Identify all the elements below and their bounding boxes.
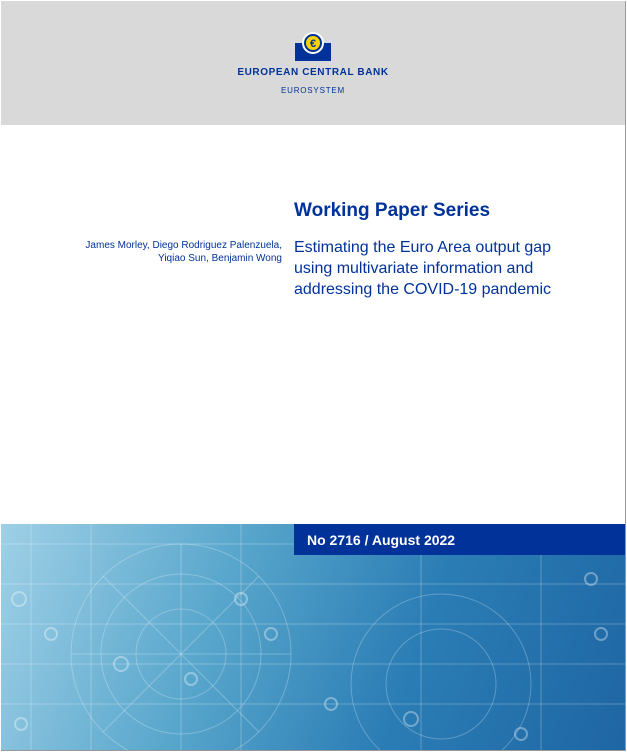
authors-line: James Morley, Diego Rodriguez Palenzuela,	[85, 240, 282, 251]
paper-title	[294, 237, 594, 300]
authors	[41, 239, 282, 265]
banknote-pattern-decoration	[1, 524, 625, 750]
ecb-logo-icon	[295, 29, 331, 61]
cover-header	[1, 1, 625, 125]
paper-title-line: addressing the COVID-19 pandemic	[294, 281, 552, 298]
bank-name: EUROPEAN CENTRAL BANK	[237, 67, 389, 78]
cover-artwork	[1, 524, 625, 750]
authors-line: Yiqiao Sun, Benjamin Wong	[158, 253, 282, 264]
issue-bar	[294, 524, 625, 555]
series-title: Working Paper Series	[294, 200, 491, 221]
issue-number-date: No 2716 / August 2022	[307, 532, 456, 548]
svg-text:€: €	[309, 38, 317, 50]
paper-title-line: Estimating the Euro Area output gap	[294, 239, 552, 256]
paper-title-line: using multivariate information and	[294, 260, 534, 277]
eurosystem-label: EUROSYSTEM	[280, 86, 345, 95]
cover-page	[1, 1, 626, 751]
